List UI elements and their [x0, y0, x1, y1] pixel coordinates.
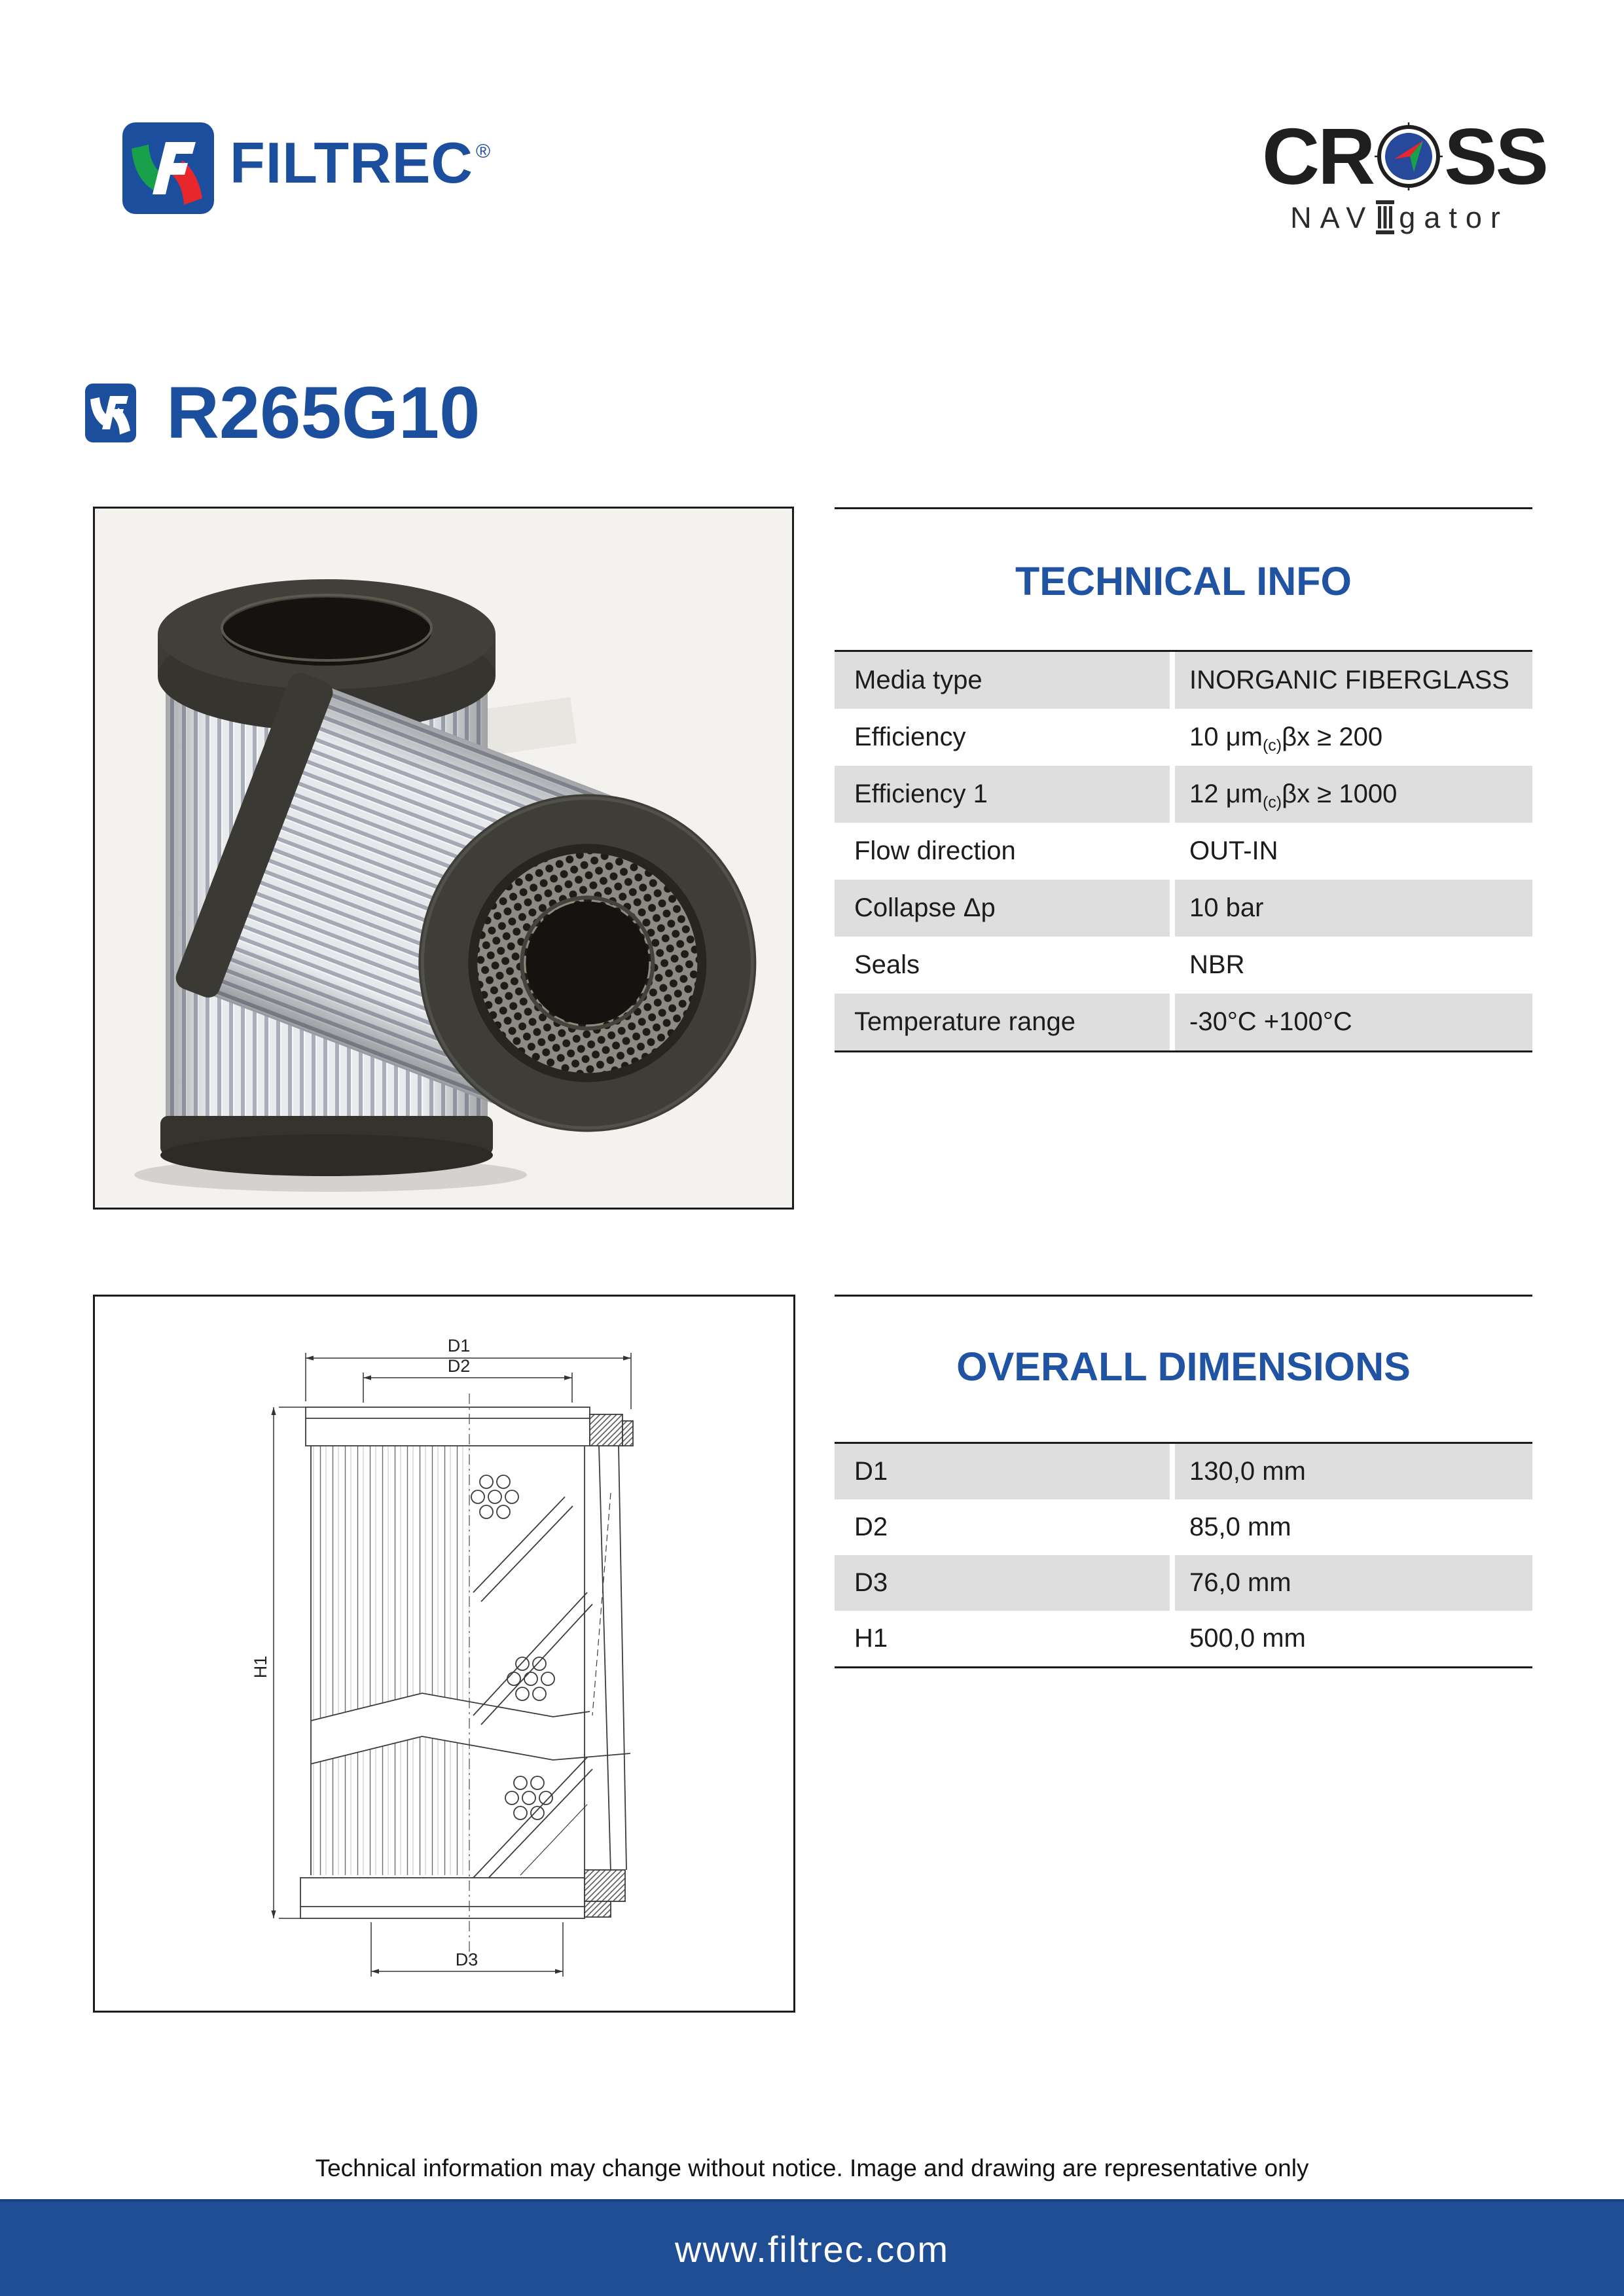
dim-label-d3: D3 — [455, 1950, 478, 1969]
dim-label-d1: D1 — [447, 1336, 471, 1355]
pillar-icon — [1375, 200, 1395, 236]
row-value-text: -30°C +100°C — [1189, 1007, 1352, 1036]
overall-dimensions-table — [835, 1442, 1532, 1668]
row-value-text: 500,0 mm — [1189, 1624, 1306, 1653]
product-title-row — [85, 372, 480, 454]
website-link[interactable]: www.filtrec.com — [675, 2228, 949, 2270]
row-label: Media type — [835, 652, 1170, 709]
row-label: Flow direction — [835, 823, 1170, 880]
row-label: Collapse Δp — [835, 880, 1170, 937]
overall-dimensions-rule — [835, 1295, 1532, 1297]
row-value-subscript: (c) — [1262, 736, 1282, 755]
table-row — [835, 1499, 1532, 1555]
row-value-text: OUT-IN — [1189, 836, 1278, 865]
table-row — [835, 1555, 1532, 1611]
cross-text-left: CR — [1262, 112, 1374, 201]
row-label: Seals — [835, 937, 1170, 994]
row-value-text: 10 μm — [1189, 723, 1263, 751]
technical-info-title: TECHNICAL INFO — [1015, 559, 1352, 603]
technical-info-rule — [835, 507, 1532, 509]
product-photo-frame — [93, 507, 794, 1210]
dim-label-d2: D2 — [447, 1356, 471, 1376]
row-label: D3 — [835, 1555, 1170, 1611]
row-value-rest: βx ≥ 1000 — [1282, 780, 1398, 808]
compass-icon — [1375, 122, 1443, 190]
row-value — [1175, 1555, 1532, 1611]
product-code: R265G10 — [166, 372, 480, 454]
row-value — [1175, 994, 1532, 1050]
row-value-text: 130,0 mm — [1189, 1457, 1306, 1486]
table-row — [835, 880, 1532, 937]
cross-logo-line1 — [1262, 112, 1547, 201]
row-value-text: 10 bar — [1189, 893, 1264, 922]
table-row — [835, 823, 1532, 880]
row-value — [1175, 880, 1532, 937]
row-value — [1175, 1499, 1532, 1555]
row-value — [1175, 652, 1532, 709]
row-label: D2 — [835, 1499, 1170, 1555]
row-value-rest: βx ≥ 200 — [1282, 723, 1383, 751]
filtrec-wordmark — [230, 130, 492, 195]
filtrec-wordmark-text: FILTREC — [230, 130, 473, 195]
cross-logo-line2 — [1262, 200, 1537, 236]
row-value-text: 76,0 mm — [1189, 1568, 1291, 1597]
row-value-text: 12 μm — [1189, 780, 1263, 808]
cross-navigator-logo — [1262, 112, 1547, 236]
filter-elements-photo — [95, 509, 792, 1208]
dim-label-h1: H1 — [251, 1655, 270, 1679]
cross-text-right: SS — [1444, 112, 1547, 201]
disclaimer-text: Technical information may change without notice. Image and drawing are representative only — [315, 2155, 1309, 2181]
footer-bar — [0, 2199, 1624, 2296]
navigator-text-pre: NAV — [1290, 201, 1375, 234]
technical-info-table — [835, 650, 1532, 1052]
table-row — [835, 994, 1532, 1050]
table-row — [835, 709, 1532, 766]
row-value — [1175, 766, 1532, 823]
overall-dimensions-title: OVERALL DIMENSIONS — [956, 1344, 1411, 1389]
table-row — [835, 1611, 1532, 1666]
filtrec-f-icon — [85, 384, 136, 442]
row-value — [1175, 709, 1532, 766]
registered-mark: ® — [475, 141, 492, 162]
filtrec-logo-icon — [122, 122, 214, 214]
filtrec-logo — [122, 122, 491, 214]
table-row — [835, 652, 1532, 709]
row-value-text: INORGANIC FIBERGLASS — [1189, 666, 1509, 694]
table-row — [835, 766, 1532, 823]
row-label: D1 — [835, 1444, 1170, 1499]
row-value — [1175, 823, 1532, 880]
row-label: Temperature range — [835, 994, 1170, 1050]
row-value — [1175, 1444, 1532, 1499]
row-value — [1175, 937, 1532, 994]
perforation-holes — [471, 1475, 554, 1820]
filtrec-logo-mark-icon — [122, 122, 214, 214]
row-value-subscript: (c) — [1262, 793, 1282, 812]
row-value — [1175, 1611, 1532, 1666]
table-row — [835, 1444, 1532, 1499]
navigator-text-post: gator — [1399, 201, 1509, 234]
product-icon — [85, 384, 136, 442]
row-label: Efficiency — [835, 709, 1170, 766]
row-label: Efficiency 1 — [835, 766, 1170, 823]
row-label: H1 — [835, 1611, 1170, 1666]
technical-drawing — [95, 1297, 793, 2011]
technical-drawing-frame — [93, 1295, 795, 2013]
row-value-text: 85,0 mm — [1189, 1513, 1291, 1541]
row-value-text: NBR — [1189, 950, 1245, 979]
table-row — [835, 937, 1532, 994]
